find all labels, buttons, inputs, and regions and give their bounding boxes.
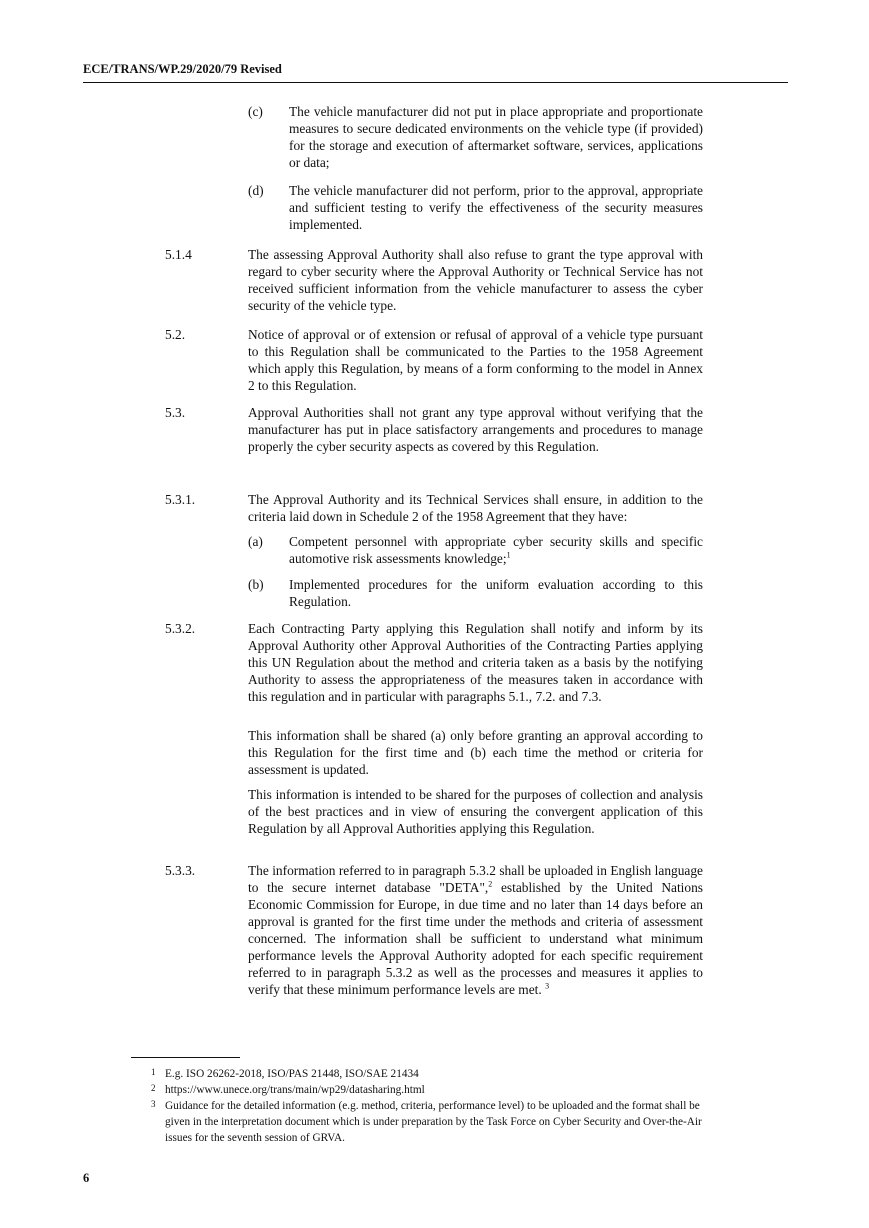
paragraph-number-5-3-3: 5.3.3. xyxy=(165,863,196,878)
paragraph-5-3-2-text: Each Contracting Party applying this Regulation shall notify and inform by its Approval Authority other Approval Authorities of the Contracting Parties applying this UN Regulation about the method and criteria taken as a basis by the notifying Authority to assess the appropriateness of the measures taken in accordance with this regulation and in particular with paragraphs 5.1., 7.2. and 7.3. xyxy=(248,621,703,704)
paragraph-5-2-text: Notice of approval or of extension or refusal of approval of a vehicle type pursuant to this Regulation shall be communicated to the Parties to the 1958 Agreement which apply this Regulation, by means of a form conforming to the model in Annex 2 to this Regulation. xyxy=(248,327,703,393)
footnote-1-text: E.g. ISO 26262-2018, ISO/PAS 21448, ISO/SAE 21434 xyxy=(165,1068,419,1080)
document-symbol-header: ECE/TRANS/WP.29/2020/79 Revised xyxy=(83,62,282,76)
paragraph-number-5-3: 5.3. xyxy=(165,405,186,420)
paragraph-5-1-4-text: The assessing Approval Authority shall also refuse to grant the type approval with regard to cyber security where the Approval Authority or Technical Service has not received sufficient information from the vehicle manufacturer to assess the cyber security of the vehicle type. xyxy=(248,247,703,313)
paragraph-5-3-3-text xyxy=(248,862,703,998)
paragraph-5-3-3-text-end: established by the United Nations Economic Commission for Europe, in due time and no later than 14 days before an approval is granted for the first time under the methods and criteria of assessment concerned. The information shall be sufficient to understand what minimum performance levels the Approval Authority adopted for each specific requirement referred to in paragraph 5.3.2 as well as the processes and measures it applies to verify that these minimum performance levels are met. xyxy=(248,880,704,997)
paragraph-5-3-2-purpose-text: This information is intended to be shared for the purposes of collection and analysis of the best practices and in view of ensuring the convergent application of this Regulation by all Approval Authorities applying this Regulation. xyxy=(248,787,703,836)
footnote-2-link[interactable]: https://www.unece.org/trans/main/wp29/datasharing.html xyxy=(165,1084,425,1096)
paragraph-5-3-3-text-start: The information referred to in paragraph 5.3.2 shall be uploaded in English language to the secure internet database "DETA", xyxy=(248,863,703,895)
paragraph-number-5-1-4: 5.1.4 xyxy=(165,247,192,262)
paragraph-5-3-text: Approval Authorities shall not grant any type approval without verifying that the manufacturer has put in place satisfactory arrangements and procedures to manage properly the cyber security aspects as covered by this Regulation. xyxy=(248,405,703,454)
footnote-ref-2: 2 xyxy=(488,879,493,889)
item-c-text: The vehicle manufacturer did not put in place appropriate and proportionate measures to secure dedicated environments on the vehicle type (if provided) for the storage and execution of aftermarket software, services, applications or data; xyxy=(289,104,703,170)
item-c-label: (c) xyxy=(248,104,263,119)
paragraph-number-5-3-2: 5.3.2. xyxy=(165,621,196,636)
footnote-3-text: Guidance for the detailed information (e.g. method, criteria, performance level) to be uploaded and the format shall be given in the interpretation document which is under preparation by the Task Force on Cyber Security and Over-the-Air issues for the seventh session of GRVA. xyxy=(165,1100,702,1144)
item-d-text: The vehicle manufacturer did not perform, prior to the approval, appropriate and sufficient testing to verify the effectiveness of the security measures implemented. xyxy=(289,183,703,232)
paragraph-5-3-2-sharing-text: This information shall be shared (a) only before granting an approval according to this Regulation for the first time and (b) each time the method or criteria for assessment is updated. xyxy=(248,728,703,777)
paragraph-5-3-1-text: The Approval Authority and its Technical Services shall ensure, in addition to the criteria laid down in Schedule 2 of the 1958 Agreement that they have: xyxy=(248,492,703,524)
item-a-label: (a) xyxy=(248,534,263,549)
footnote-separator xyxy=(131,1057,240,1058)
item-a-body: Competent personnel with appropriate cyber security skills and specific automotive risk assessments knowledge; xyxy=(289,534,703,566)
item-a-text xyxy=(289,533,703,567)
item-b-text: Implemented procedures for the uniform evaluation according to this Regulation. xyxy=(289,577,703,609)
paragraph-number-5-3-1: 5.3.1. xyxy=(165,492,196,507)
footnote-ref-3: 3 xyxy=(545,981,550,991)
paragraph-number-5-2: 5.2. xyxy=(165,327,186,342)
footnote-2-mark: 2 xyxy=(151,1083,156,1093)
footnote-ref-1: 1 xyxy=(506,550,511,560)
footnote-3-mark: 3 xyxy=(151,1099,156,1109)
item-b-label: (b) xyxy=(248,577,264,592)
item-d-label: (d) xyxy=(248,183,264,198)
page-number: 6 xyxy=(83,1171,90,1185)
header-rule xyxy=(83,82,788,83)
footnote-1-mark: 1 xyxy=(151,1067,156,1077)
